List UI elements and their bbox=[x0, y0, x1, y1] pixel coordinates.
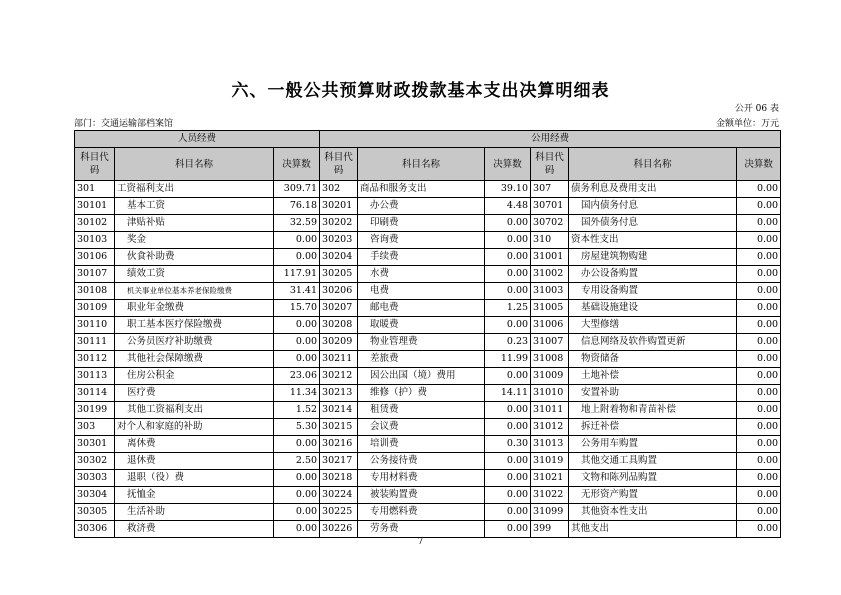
subject-code-cell: 30218 bbox=[320, 470, 358, 487]
table-row bbox=[75, 504, 781, 521]
amount-cell: 32.59 bbox=[274, 215, 320, 232]
subject-code-cell: 31012 bbox=[531, 419, 569, 436]
subject-name-cell: 无形资产购置 bbox=[569, 487, 737, 504]
subject-code-cell: 30214 bbox=[320, 402, 358, 419]
amount-cell: 0.00 bbox=[737, 402, 781, 419]
subject-code-cell: 30102 bbox=[75, 215, 115, 232]
amount-cell: 0.00 bbox=[485, 419, 531, 436]
amount-header: 决算数 bbox=[485, 148, 531, 181]
subject-name-cell: 国内债务付息 bbox=[569, 198, 737, 215]
subject-code-cell: 30303 bbox=[75, 470, 115, 487]
amount-cell: 0.00 bbox=[737, 249, 781, 266]
subject-name-cell: 抚恤金 bbox=[115, 487, 274, 504]
subject-code-cell: 30702 bbox=[531, 215, 569, 232]
amount-cell: 2.50 bbox=[274, 453, 320, 470]
subject-name-cell: 维修（护）费 bbox=[358, 385, 485, 402]
subject-code-cell: 30110 bbox=[75, 317, 115, 334]
amount-cell: 0.00 bbox=[274, 470, 320, 487]
subject-code-cell: 30201 bbox=[320, 198, 358, 215]
subject-code-cell: 30302 bbox=[75, 453, 115, 470]
subject-code-cell: 30112 bbox=[75, 351, 115, 368]
subject-code-cell: 30216 bbox=[320, 436, 358, 453]
code-header: 科目代码 bbox=[75, 148, 115, 181]
subject-code-cell: 30114 bbox=[75, 385, 115, 402]
subject-code-cell: 31008 bbox=[531, 351, 569, 368]
subject-code-cell: 31019 bbox=[531, 453, 569, 470]
table-row bbox=[75, 232, 781, 249]
subject-name-cell: 救济费 bbox=[115, 521, 274, 538]
amount-cell: 5.30 bbox=[274, 419, 320, 436]
subject-name-cell: 办公费 bbox=[358, 198, 485, 215]
subject-name-cell: 地上附着物和青苗补偿 bbox=[569, 402, 737, 419]
amount-cell: 0.00 bbox=[737, 351, 781, 368]
subject-code-cell: 399 bbox=[531, 521, 569, 538]
code-header: 科目代码 bbox=[320, 148, 358, 181]
subject-code-cell: 30225 bbox=[320, 504, 358, 521]
unit-label: 金额单位：万元 bbox=[715, 119, 779, 129]
subject-name-cell: 文物和陈列品购置 bbox=[569, 470, 737, 487]
subject-code-cell: 30211 bbox=[320, 351, 358, 368]
doc-number: 公开 06 表 bbox=[734, 104, 779, 114]
subject-code-cell: 30199 bbox=[75, 402, 115, 419]
subject-code-cell: 31021 bbox=[531, 470, 569, 487]
subject-code-cell: 30701 bbox=[531, 198, 569, 215]
subject-name-cell: 手续费 bbox=[358, 249, 485, 266]
subject-name-cell: 退休费 bbox=[115, 453, 274, 470]
amount-cell: 0.00 bbox=[485, 232, 531, 249]
amount-cell: 0.00 bbox=[737, 453, 781, 470]
amount-cell: 0.00 bbox=[737, 198, 781, 215]
subject-name-cell: 专用材料费 bbox=[358, 470, 485, 487]
subject-code-cell: 30108 bbox=[75, 283, 115, 300]
subject-code-cell: 30217 bbox=[320, 453, 358, 470]
subject-code-cell: 30109 bbox=[75, 300, 115, 317]
table-row bbox=[75, 249, 781, 266]
subject-name-cell: 对个人和家庭的补助 bbox=[115, 419, 274, 436]
amount-header: 决算数 bbox=[737, 148, 781, 181]
subject-code-cell: 30202 bbox=[320, 215, 358, 232]
amount-cell: 0.00 bbox=[274, 317, 320, 334]
subject-name-cell: 大型修缮 bbox=[569, 317, 737, 334]
table-body bbox=[75, 181, 781, 538]
subject-name-cell: 离休费 bbox=[115, 436, 274, 453]
subject-code-cell: 307 bbox=[531, 181, 569, 198]
subject-name-cell: 商品和服务支出 bbox=[358, 181, 485, 198]
subject-name-cell: 奖金 bbox=[115, 232, 274, 249]
table-row bbox=[75, 419, 781, 436]
subject-name-cell: 职工基本医疗保险缴费 bbox=[115, 317, 274, 334]
table-row bbox=[75, 402, 781, 419]
amount-cell: 0.00 bbox=[485, 402, 531, 419]
subject-name-cell: 因公出国（境）费用 bbox=[358, 368, 485, 385]
subject-code-cell: 30306 bbox=[75, 521, 115, 538]
subject-name-cell: 办公设备购置 bbox=[569, 266, 737, 283]
amount-cell: 0.00 bbox=[737, 181, 781, 198]
subject-name-cell: 拆迁补偿 bbox=[569, 419, 737, 436]
amount-cell: 0.00 bbox=[274, 487, 320, 504]
subject-name-cell: 物资储备 bbox=[569, 351, 737, 368]
subject-name-cell: 信息网络及软件购置更新 bbox=[569, 334, 737, 351]
subject-code-cell: 31013 bbox=[531, 436, 569, 453]
subject-code-cell: 30205 bbox=[320, 266, 358, 283]
table-row bbox=[75, 351, 781, 368]
amount-cell: 0.00 bbox=[737, 300, 781, 317]
subject-code-cell: 30304 bbox=[75, 487, 115, 504]
amount-cell: 0.00 bbox=[485, 470, 531, 487]
subject-name-cell: 基本工资 bbox=[115, 198, 274, 215]
subject-code-cell: 31006 bbox=[531, 317, 569, 334]
subject-name-cell: 退职（役）费 bbox=[115, 470, 274, 487]
subject-name-cell: 基础设施建设 bbox=[569, 300, 737, 317]
subject-code-cell: 30209 bbox=[320, 334, 358, 351]
amount-cell: 0.00 bbox=[737, 504, 781, 521]
subject-name-cell: 医疗费 bbox=[115, 385, 274, 402]
amount-cell: 0.00 bbox=[737, 436, 781, 453]
subject-name-cell: 专用燃料费 bbox=[358, 504, 485, 521]
amount-cell: 0.00 bbox=[737, 266, 781, 283]
subject-code-cell: 30107 bbox=[75, 266, 115, 283]
amount-cell: 309.71 bbox=[274, 181, 320, 198]
subject-code-cell: 31011 bbox=[531, 402, 569, 419]
subject-name-cell: 生活补助 bbox=[115, 504, 274, 521]
subject-code-cell: 31005 bbox=[531, 300, 569, 317]
subject-code-cell: 30203 bbox=[320, 232, 358, 249]
subject-name-cell: 专用设备购置 bbox=[569, 283, 737, 300]
subject-name-cell: 其他资本性支出 bbox=[569, 504, 737, 521]
subject-code-cell: 310 bbox=[531, 232, 569, 249]
subject-code-cell: 30204 bbox=[320, 249, 358, 266]
personnel-expenses-header: 人员经费 bbox=[75, 131, 320, 148]
amount-cell: 117.91 bbox=[274, 266, 320, 283]
subject-name-cell: 公务员医疗补助缴费 bbox=[115, 334, 274, 351]
amount-cell: 15.70 bbox=[274, 300, 320, 317]
subject-code-cell: 31099 bbox=[531, 504, 569, 521]
subject-name-cell: 其他社会保障缴费 bbox=[115, 351, 274, 368]
amount-cell: 0.00 bbox=[485, 521, 531, 538]
subject-code-cell: 31022 bbox=[531, 487, 569, 504]
table-row bbox=[75, 453, 781, 470]
subject-name-cell: 被装购置费 bbox=[358, 487, 485, 504]
subject-name-cell: 邮电费 bbox=[358, 300, 485, 317]
subject-name-cell: 其他交通工具购置 bbox=[569, 453, 737, 470]
subject-name-cell: 劳务费 bbox=[358, 521, 485, 538]
amount-cell: 11.34 bbox=[274, 385, 320, 402]
subject-name-cell: 公务用车购置 bbox=[569, 436, 737, 453]
subject-code-cell: 30301 bbox=[75, 436, 115, 453]
table-row bbox=[75, 487, 781, 504]
subject-name-cell: 住房公积金 bbox=[115, 368, 274, 385]
amount-cell: 0.00 bbox=[274, 232, 320, 249]
table-row bbox=[75, 385, 781, 402]
amount-cell: 23.06 bbox=[274, 368, 320, 385]
subject-code-cell: 31009 bbox=[531, 368, 569, 385]
amount-cell: 0.00 bbox=[737, 232, 781, 249]
subject-code-cell: 30111 bbox=[75, 334, 115, 351]
amount-cell: 0.00 bbox=[737, 521, 781, 538]
amount-cell: 11.99 bbox=[485, 351, 531, 368]
subject-name-cell: 会议费 bbox=[358, 419, 485, 436]
subject-code-cell: 30103 bbox=[75, 232, 115, 249]
amount-cell: 0.00 bbox=[737, 334, 781, 351]
subject-name-cell: 职业年金缴费 bbox=[115, 300, 274, 317]
name-header: 科目名称 bbox=[569, 148, 737, 181]
subject-name-cell: 水费 bbox=[358, 266, 485, 283]
amount-cell: 76.18 bbox=[274, 198, 320, 215]
amount-cell: 0.00 bbox=[274, 334, 320, 351]
amount-cell: 0.00 bbox=[737, 215, 781, 232]
amount-cell: 1.25 bbox=[485, 300, 531, 317]
subject-code-cell: 30208 bbox=[320, 317, 358, 334]
subject-name-cell: 租赁费 bbox=[358, 402, 485, 419]
subject-name-cell: 培训费 bbox=[358, 436, 485, 453]
amount-cell: 0.00 bbox=[274, 249, 320, 266]
amount-cell: 0.00 bbox=[737, 368, 781, 385]
amount-cell: 0.30 bbox=[485, 436, 531, 453]
subject-name-cell: 咨询费 bbox=[358, 232, 485, 249]
subject-name-cell: 国外债务付息 bbox=[569, 215, 737, 232]
page-title: 六、一般公共预算财政拨款基本支出决算明细表 bbox=[231, 81, 610, 101]
amount-cell: 0.00 bbox=[485, 266, 531, 283]
subject-name-cell: 资本性支出 bbox=[569, 232, 737, 249]
subject-name-cell: 物业管理费 bbox=[358, 334, 485, 351]
subject-name-cell: 公务接待费 bbox=[358, 453, 485, 470]
subject-name-cell: 其他支出 bbox=[569, 521, 737, 538]
subject-name-cell: 电费 bbox=[358, 283, 485, 300]
amount-cell: 0.23 bbox=[485, 334, 531, 351]
amount-cell: 0.00 bbox=[737, 317, 781, 334]
subject-name-cell: 房屋建筑物购建 bbox=[569, 249, 737, 266]
table-row bbox=[75, 470, 781, 487]
subject-name-cell: 津贴补贴 bbox=[115, 215, 274, 232]
table-row bbox=[75, 198, 781, 215]
table-row bbox=[75, 521, 781, 538]
subject-code-cell: 30215 bbox=[320, 419, 358, 436]
table-row bbox=[75, 436, 781, 453]
subject-name-cell: 其他工资福利支出 bbox=[115, 402, 274, 419]
amount-cell: 0.00 bbox=[737, 385, 781, 402]
amount-cell: 0.00 bbox=[737, 487, 781, 504]
name-header: 科目名称 bbox=[358, 148, 485, 181]
amount-cell: 0.00 bbox=[737, 419, 781, 436]
code-header: 科目代码 bbox=[531, 148, 569, 181]
expense-table bbox=[74, 130, 781, 538]
amount-cell: 0.00 bbox=[485, 317, 531, 334]
amount-cell: 0.00 bbox=[485, 368, 531, 385]
subject-name-cell: 差旅费 bbox=[358, 351, 485, 368]
amount-cell: 0.00 bbox=[485, 453, 531, 470]
amount-cell: 0.00 bbox=[485, 487, 531, 504]
subject-code-cell: 30224 bbox=[320, 487, 358, 504]
page-number: 7 bbox=[417, 537, 424, 547]
subject-code-cell: 31002 bbox=[531, 266, 569, 283]
subject-code-cell: 30213 bbox=[320, 385, 358, 402]
amount-header: 决算数 bbox=[274, 148, 320, 181]
amount-cell: 1.52 bbox=[274, 402, 320, 419]
subject-code-cell: 30206 bbox=[320, 283, 358, 300]
subject-code-cell: 30305 bbox=[75, 504, 115, 521]
table-row bbox=[75, 317, 781, 334]
amount-cell: 0.00 bbox=[274, 521, 320, 538]
name-header: 科目名称 bbox=[115, 148, 274, 181]
amount-cell: 31.41 bbox=[274, 283, 320, 300]
table-row bbox=[75, 334, 781, 351]
amount-cell: 0.00 bbox=[737, 470, 781, 487]
subject-name-cell: 印刷费 bbox=[358, 215, 485, 232]
subject-code-cell: 30212 bbox=[320, 368, 358, 385]
amount-cell: 0.00 bbox=[737, 283, 781, 300]
subject-name-cell: 机关事业单位基本养老保险缴费 bbox=[115, 283, 274, 300]
subject-name-cell: 土地补偿 bbox=[569, 368, 737, 385]
subject-code-cell: 30113 bbox=[75, 368, 115, 385]
department-label: 部门：交通运输部档案馆 bbox=[74, 119, 174, 129]
subject-code-cell: 302 bbox=[320, 181, 358, 198]
table-row bbox=[75, 266, 781, 283]
amount-cell: 4.48 bbox=[485, 198, 531, 215]
subject-code-cell: 30106 bbox=[75, 249, 115, 266]
subject-name-cell: 债务利息及费用支出 bbox=[569, 181, 737, 198]
subject-code-cell: 31001 bbox=[531, 249, 569, 266]
amount-cell: 0.00 bbox=[485, 215, 531, 232]
subject-code-cell: 31007 bbox=[531, 334, 569, 351]
subject-code-cell: 301 bbox=[75, 181, 115, 198]
subject-name-cell: 伙食补助费 bbox=[115, 249, 274, 266]
subject-name-cell: 绩效工资 bbox=[115, 266, 274, 283]
subject-code-cell: 303 bbox=[75, 419, 115, 436]
public-expenses-header: 公用经费 bbox=[320, 131, 781, 148]
amount-cell: 0.00 bbox=[485, 504, 531, 521]
subject-name-cell: 工资福利支出 bbox=[115, 181, 274, 198]
subject-name-cell: 取暖费 bbox=[358, 317, 485, 334]
table-row bbox=[75, 215, 781, 232]
amount-cell: 39.10 bbox=[485, 181, 531, 198]
subject-code-cell: 31003 bbox=[531, 283, 569, 300]
table-row bbox=[75, 283, 781, 300]
table-row bbox=[75, 300, 781, 317]
subject-code-cell: 31010 bbox=[531, 385, 569, 402]
subject-code-cell: 30207 bbox=[320, 300, 358, 317]
amount-cell: 0.00 bbox=[274, 351, 320, 368]
amount-cell: 0.00 bbox=[485, 283, 531, 300]
table-row bbox=[75, 368, 781, 385]
amount-cell: 0.00 bbox=[485, 249, 531, 266]
subject-name-cell: 安置补助 bbox=[569, 385, 737, 402]
amount-cell: 0.00 bbox=[274, 504, 320, 521]
table-row bbox=[75, 181, 781, 198]
subject-code-cell: 30226 bbox=[320, 521, 358, 538]
amount-cell: 14.11 bbox=[485, 385, 531, 402]
amount-cell: 0.00 bbox=[274, 436, 320, 453]
subject-code-cell: 30101 bbox=[75, 198, 115, 215]
